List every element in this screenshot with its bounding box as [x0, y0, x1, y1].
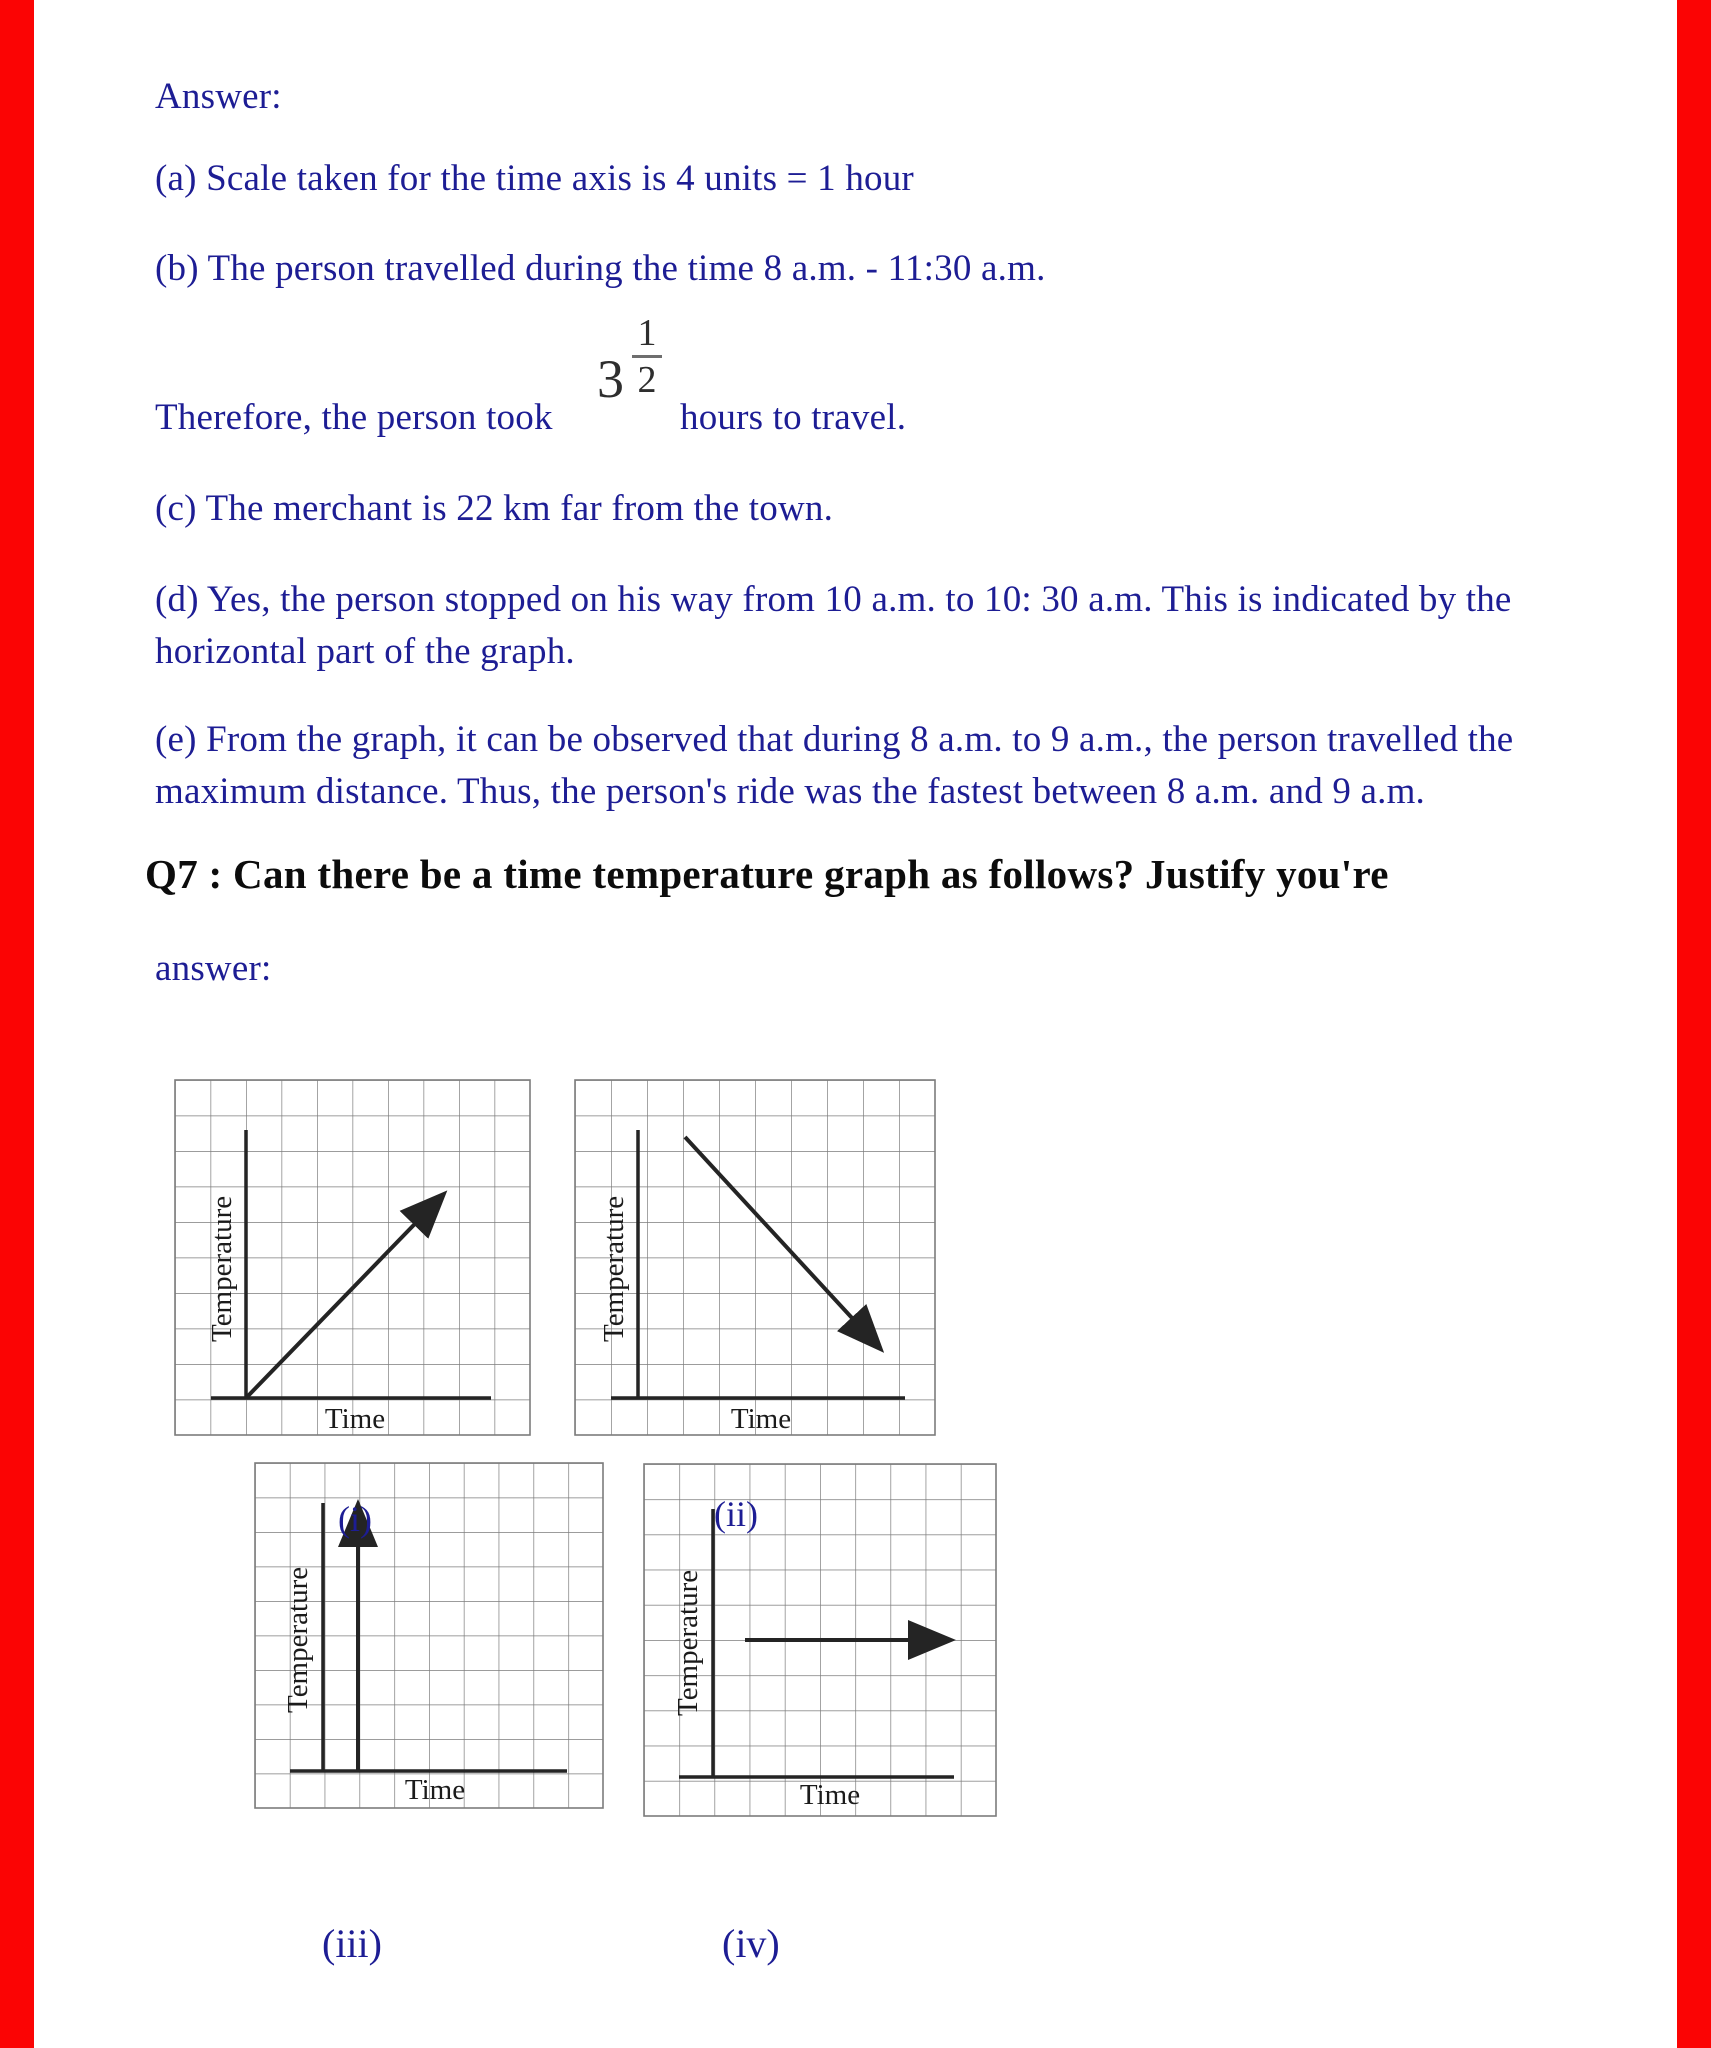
y-axis-label: Temperature	[672, 1569, 704, 1716]
fraction-numerator: 1	[637, 312, 657, 354]
graph-ii-decreasing	[575, 1080, 935, 1435]
answer-d-line1: (d) Yes, the person stopped on his way from 10 a.m. to 10: 30 a.m. This is indicated by the	[155, 579, 1512, 620]
x-axis-label: Time	[404, 1774, 466, 1806]
caption-iii: (iii)	[322, 1921, 382, 1966]
answer-e-line1: (e) From the graph, it can be observed that during 8 a.m. to 9 a.m., the person travelled the	[155, 719, 1514, 760]
graph-i-increasing	[175, 1080, 530, 1435]
caption-iv: (iv)	[722, 1921, 780, 1966]
question-q7: Q7 : Can there be a time temperature graph as follows? Justify you're	[145, 851, 1389, 897]
y-axis-label: Temperature	[206, 1195, 238, 1342]
therefore-suffix: hours to travel.	[680, 397, 907, 438]
x-axis-label: Time	[799, 1779, 861, 1811]
left-red-margin-bar	[0, 0, 34, 2048]
graph-iv-horizontal	[644, 1464, 996, 1816]
answer-c: (c) The merchant is 22 km far from the town.	[155, 488, 834, 529]
therefore-prefix: Therefore, the person took	[155, 397, 553, 438]
graph-iii-vertical	[255, 1463, 603, 1808]
answer-d-line2: horizontal part of the graph.	[155, 631, 575, 672]
answer-e-line2: maximum distance. Thus, the person's ride was the fastest between 8 a.m. and 9 a.m.	[155, 771, 1425, 812]
x-axis-label: Time	[324, 1403, 386, 1435]
caption-i: (i)	[338, 1499, 372, 1539]
x-axis-label: Time	[730, 1403, 792, 1435]
y-axis-label: Temperature	[282, 1566, 314, 1713]
fraction-whole: 3	[597, 349, 624, 409]
answer-a: (a) Scale taken for the time axis is 4 units = 1 hour	[155, 158, 914, 199]
y-axis-label: Temperature	[598, 1195, 630, 1342]
answer-b: (b) The person travelled during the time 8 a.m. - 11:30 a.m.	[155, 248, 1046, 289]
caption-ii: (ii)	[714, 1494, 758, 1534]
answer-heading: Answer:	[155, 76, 282, 117]
fraction-bar	[632, 355, 662, 358]
fraction-denominator: 2	[637, 359, 657, 402]
right-red-margin-bar	[1677, 0, 1711, 2048]
fraction-stack	[630, 312, 664, 402]
question-q7-cont: answer:	[155, 948, 272, 989]
